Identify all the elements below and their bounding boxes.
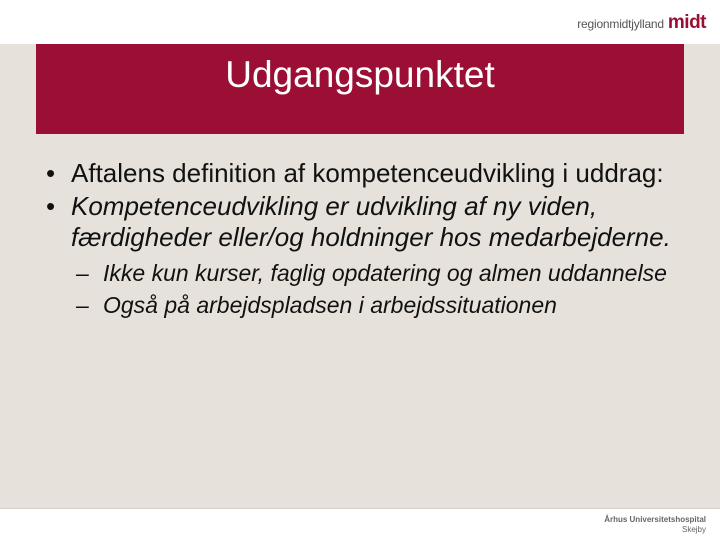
footer-hospital-location: Skejby: [681, 525, 706, 534]
bullet-marker: •: [46, 158, 56, 188]
title-banner: [36, 44, 684, 134]
sub-bullet-list: [46, 257, 686, 321]
sub-bullet-text: Ikke kun kurser, faglig opdatering og almen uddannelse: [103, 260, 667, 286]
sub-bullet-marker: –: [76, 260, 89, 286]
region-midtjylland-logo: [577, 12, 706, 34]
bullet-item: [46, 191, 686, 253]
slide-content: [46, 158, 686, 321]
footer: [0, 508, 720, 541]
top-bar: [0, 0, 720, 45]
hospital-logo: [604, 515, 706, 535]
bullet-text: Aftalens definition af kompetenceudvikling i uddrag:: [71, 158, 664, 188]
sub-bullet-item: [76, 289, 686, 321]
bullet-text: Kompetenceudvikling er udvikling af ny viden, færdigheder eller/og holdninger hos medarbejderne.: [71, 191, 671, 252]
bullet-item: [46, 158, 686, 189]
sub-bullet-item: [76, 257, 686, 289]
logo-text: regionmidtjylland: [577, 17, 664, 31]
logo-mark: midt: [667, 12, 706, 33]
sub-bullet-marker: –: [76, 292, 89, 318]
sub-bullet-text: Også på arbejdspladsen i arbejdssituationen: [103, 292, 557, 318]
slide-title: Udgangspunktet: [225, 54, 495, 95]
bullet-marker: •: [46, 191, 56, 221]
footer-hospital-name: Århus Universitetshospital: [604, 515, 706, 524]
